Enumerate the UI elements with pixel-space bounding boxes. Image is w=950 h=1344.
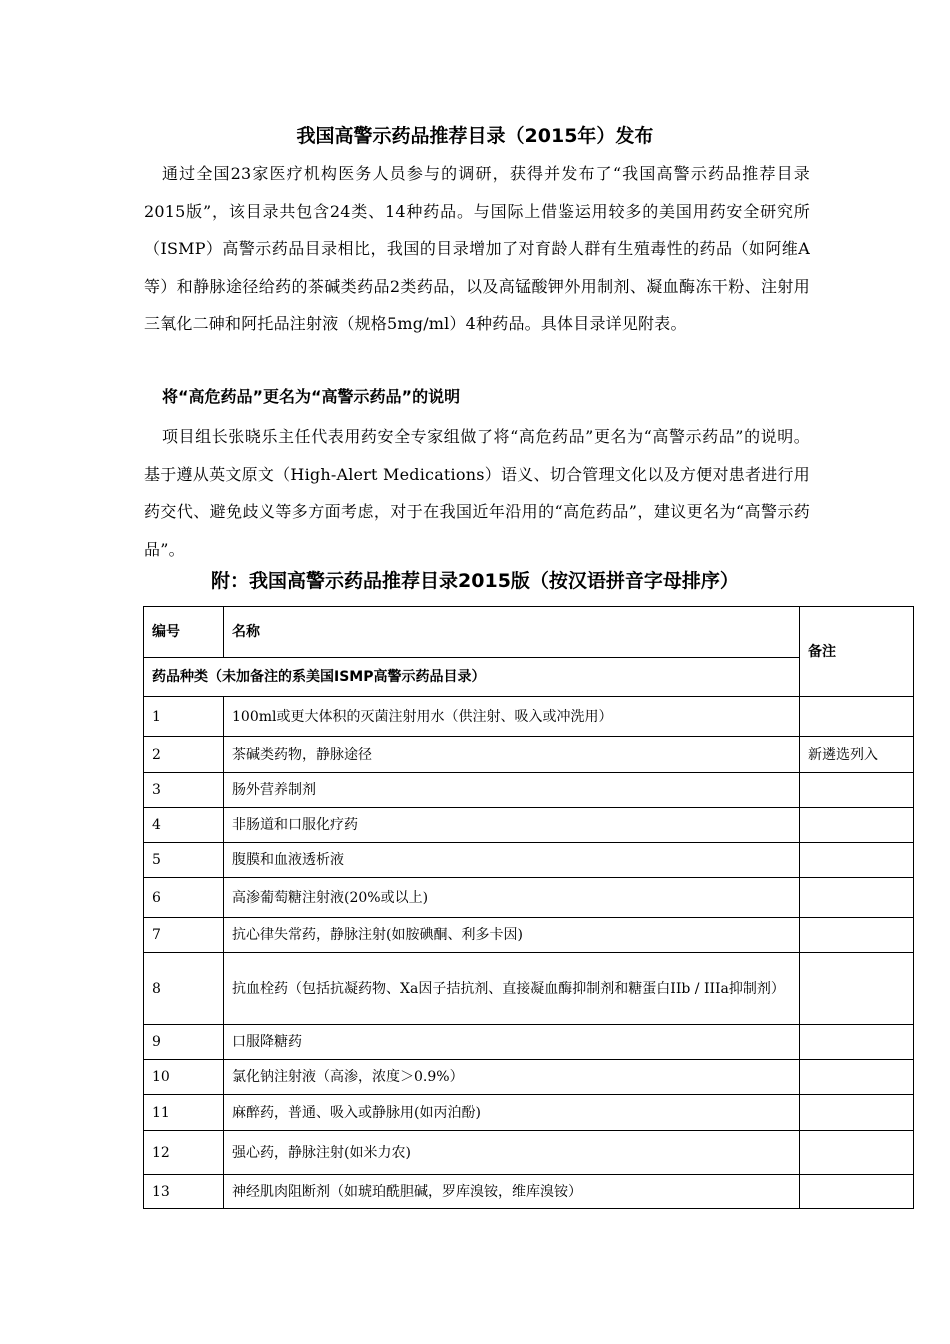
document-title: 我国高警示药品推荐目录（2015年）发布 xyxy=(296,125,654,147)
section-subheading: 将“高危药品”更名为“高警示药品”的说明 xyxy=(162,387,461,406)
row-name: 抗血栓药（包括抗凝药物、Xa因子拮抗剂、直接凝血酶抑制剂和糖蛋白IIb / IIIa抑制剂） xyxy=(224,953,800,1025)
row-number: 9 xyxy=(144,1025,224,1060)
row-note xyxy=(800,808,914,843)
table-row xyxy=(144,808,914,843)
row-number: 11 xyxy=(144,1095,224,1131)
table-row xyxy=(144,773,914,808)
row-number: 2 xyxy=(144,737,224,773)
row-number: 1 xyxy=(144,697,224,737)
table-row xyxy=(144,1131,914,1175)
table-row xyxy=(144,843,914,878)
header-number: 编号 xyxy=(144,607,224,658)
row-name: 茶碱类药物，静脉途径 xyxy=(224,737,800,773)
row-name: 抗心律失常药，静脉注射(如胺碘酮、利多卡因) xyxy=(224,918,800,953)
row-note xyxy=(800,878,914,918)
table-row xyxy=(144,1025,914,1060)
table-row xyxy=(144,697,914,737)
header-name: 名称 xyxy=(224,607,800,658)
category-row xyxy=(144,658,914,697)
row-name: 100ml或更大体积的灭菌注射用水（供注射、吸入或冲洗用） xyxy=(224,697,800,737)
row-number: 10 xyxy=(144,1060,224,1095)
row-name: 非肠道和口服化疗药 xyxy=(224,808,800,843)
row-name: 口服降糖药 xyxy=(224,1025,800,1060)
row-note xyxy=(800,1095,914,1131)
appendix-title: 附：我国高警示药品推荐目录2015版（按汉语拼音字母排序） xyxy=(211,570,739,592)
row-name: 强心药，静脉注射(如米力农) xyxy=(224,1131,800,1175)
row-number: 12 xyxy=(144,1131,224,1175)
row-note xyxy=(800,1025,914,1060)
row-note xyxy=(800,1131,914,1175)
row-note xyxy=(800,918,914,953)
row-note: 新遴选列入 xyxy=(800,737,914,773)
row-name: 腹膜和血液透析液 xyxy=(224,843,800,878)
table-row xyxy=(144,737,914,773)
row-number: 6 xyxy=(144,878,224,918)
row-number: 3 xyxy=(144,773,224,808)
row-note xyxy=(800,773,914,808)
row-note xyxy=(800,697,914,737)
row-name: 麻醉药，普通、吸入或静脉用(如丙泊酚) xyxy=(224,1095,800,1131)
table-row xyxy=(144,953,914,1025)
table-row xyxy=(144,1060,914,1095)
intro-paragraph: 通过全国23家医疗机构医务人员参与的调研，获得并发布了“我国高警示药品推荐目录2015版”，该目录共包含24类、14种药品。与国际上借鉴运用较多的美国用药安全研究所（ISMP）高警示药品目录相比，我国的目录增加了对育龄人群有生殖毒性的药品（如阿维A等）和静脉途径给药的茶碱类药品2类药品，以及高锰酸钾外用制剂、凝血酶冻干粉、注射用三氧化二砷和阿托品注射液（规格5mg/ml）4种药品。具体目录详见附表。 xyxy=(144,164,810,333)
row-note xyxy=(800,1060,914,1095)
table-row xyxy=(144,918,914,953)
row-number: 5 xyxy=(144,843,224,878)
row-note xyxy=(800,953,914,1025)
table-row xyxy=(144,1095,914,1131)
row-name: 神经肌肉阻断剂（如琥珀酰胆碱，罗库溴铵，维库溴铵） xyxy=(224,1175,800,1209)
table-row xyxy=(144,878,914,918)
row-number: 4 xyxy=(144,808,224,843)
row-number: 13 xyxy=(144,1175,224,1209)
row-name: 肠外营养制剂 xyxy=(224,773,800,808)
table-row xyxy=(144,1175,914,1209)
row-name: 高渗葡萄糖注射液(20%或以上) xyxy=(224,878,800,918)
row-number: 8 xyxy=(144,953,224,1025)
category-label: 药品种类（未加备注的系美国ISMP高警示药品目录） xyxy=(144,658,800,697)
table-header-row xyxy=(144,607,914,658)
row-number: 7 xyxy=(144,918,224,953)
row-note xyxy=(800,1175,914,1209)
drug-list-table xyxy=(143,606,914,1209)
row-note xyxy=(800,843,914,878)
row-name: 氯化钠注射液（高渗，浓度＞0.9%） xyxy=(224,1060,800,1095)
header-note: 备注 xyxy=(800,607,914,697)
rename-explanation-paragraph: 项目组长张晓乐主任代表用药安全专家组做了将“高危药品”更名为“高警示药品”的说明。基于遵从英文原文（High-Alert Medications）语义、切合管理文化以及方便对患者进行用药交代、避免歧义等多方面考虑，对于在我国近年沿用的“高危药品”，建议更名为“高警示药品”。 xyxy=(144,427,810,559)
